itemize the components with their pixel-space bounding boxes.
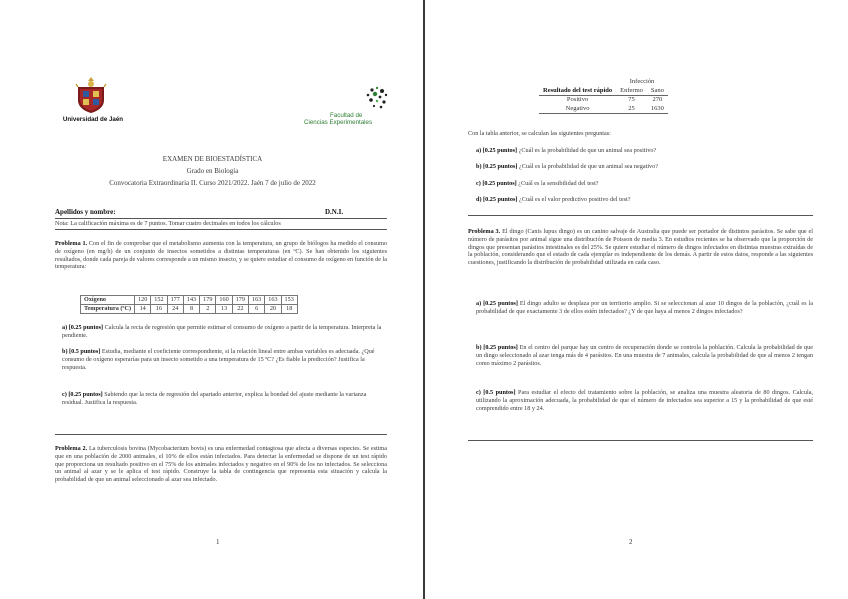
table-column-header: Sano xyxy=(647,87,668,96)
contingency-table xyxy=(539,78,668,114)
question-text: ¿Cuál es el valor predictivo positivo del test? xyxy=(518,196,631,203)
problem-1-question-a xyxy=(62,324,387,340)
table-header-row xyxy=(539,78,668,87)
table-group-header: Infección xyxy=(629,78,655,85)
question-label: b) [0.5 puntos] xyxy=(62,348,101,355)
problem-3-question-a xyxy=(476,300,813,332)
question-text: Estudia, mediante el coeficiente correspondiente, si la relación lineal entre ambas variables es adecuada. ¿Qué consumo de oxígeno esperarías para un insecto sometido a una temperatura de 15 ºC? ¿Es fiable la predicción? Justifica la respuesta. xyxy=(62,348,375,371)
table-row-label: Negativo xyxy=(539,105,616,114)
table-row xyxy=(81,305,298,314)
table-cell: 152 xyxy=(151,296,167,305)
table-cell: 163 xyxy=(248,296,264,305)
grading-note: Nota: La calificación máxima es de 7 puntos. Tomar cuatro decimales en todos los cálculos xyxy=(55,220,281,227)
page-divider xyxy=(423,0,425,599)
question-label: b) [0.25 puntos] xyxy=(476,163,518,170)
exam-page-1 xyxy=(0,0,423,599)
problem-3-question-b xyxy=(476,344,813,376)
problem-2-text: La tuberculosis bovina (Mycobacterium bovis) es una enfermedad contagiosa que afecta a diversas especies. Se estima que en una población de 2000 animales, el 10% de ellos están infectados. Para detectar la enfermedad se dispone de un test rápido que proporciona un resultado positivo en el 75% de los animales infectados y negativo en el 90% de los no infectados. Se selecciona un animal al azar y se le aplica el test rápido. Construye la tabla de contingencia que representa esta situación y calcula la probabilidad de que un animal seleccionado al azar sea infectado. xyxy=(55,445,387,484)
problem-1-statement xyxy=(55,240,387,288)
table-cell: 25 xyxy=(616,105,647,114)
table-cell: 6 xyxy=(248,305,264,314)
table-header-row xyxy=(539,87,668,96)
table-cell: 14 xyxy=(135,305,151,314)
name-underline xyxy=(55,218,387,219)
exam-page-2 xyxy=(426,0,848,599)
problem-3-text: El dingo (Canis lupus dingo) es un canino salvaje de Australia que puede ser portador de distintos parásitos. Se sabe que el número de parásitos por animal sigue una distribución de Poisson de media 3. En estudios recientes se ha observado que la proporción de dingos que presentan parásitos intestinales es del 25%. Se quiere estudiar el número de dingos infectados en distintas muestras extraídas de la población, considerando que el estado de cada ejemplar es independiente de los demás. A partir de estos datos, responde a las siguientes cuestiones, justificando la distribución de probabilidad utilizada en cada caso. xyxy=(468,228,813,267)
table-cell: 75 xyxy=(628,96,635,103)
dni-label: D.N.I. xyxy=(325,208,344,216)
problem-3-question-c xyxy=(476,389,813,421)
exam-session: Convocatoria Extraordinaria II. Curso 2021/2022. Jaén 7 de julio de 2022 xyxy=(109,179,316,187)
table-cell: 13 xyxy=(216,305,232,314)
table-cell: 153 xyxy=(281,296,297,305)
question-b xyxy=(476,163,806,171)
problem-1-text: Con el fin de comprobar que el metabolismo aumenta con la temperatura, un grupo de biólogos ha medido el consumo de oxígeno (en mg/h) de un conjunto de insectos sometidos a distintas temperaturas (en ºC). Se han obtenido los siguientes resultados, donde cada pareja de valores corresponde a un mismo insecto, y se quiere estudiar el consumo de oxígeno en función de la temperatura: xyxy=(55,240,387,271)
question-label: d) [0.25 puntos] xyxy=(476,196,518,203)
question-label: a) [0.25 puntos] xyxy=(476,147,518,154)
problem-1-question-b xyxy=(62,348,387,380)
question-label: a) [0.25 puntos] xyxy=(476,300,518,307)
table-cell: 8 xyxy=(183,305,199,314)
problem-2-statement xyxy=(55,445,387,509)
problem-separator xyxy=(468,215,813,216)
table-cell: 20 xyxy=(265,305,281,314)
question-text: Sabiendo que la recta de regresión del apartado anterior, explica la bondad del ajuste mediante la varianza residual. Justifica la respuesta. xyxy=(62,391,367,406)
problem-1-question-c xyxy=(62,391,387,415)
problem-3-statement xyxy=(468,228,813,290)
table-cell: 143 xyxy=(183,296,199,305)
university-logo-caption: Universidad de Jaén xyxy=(62,116,124,123)
table-cell: 270 xyxy=(652,96,663,103)
table-cell: 160 xyxy=(216,296,232,305)
problem-1-heading: Problema 1. xyxy=(55,240,88,247)
university-seal-logo xyxy=(74,76,108,114)
table-cell: 177 xyxy=(167,296,183,305)
table-cell: 2 xyxy=(200,305,216,314)
question-text: En el centro del parque hay un centro de recuperación donde se controla la población. Calcula la probabilidad de que un dingo seleccionado al azar tenga más de 4 parásitos. En una muestra de 7 animales, calcula la probabilidad de que al menos 2 tengan como máximo 2 parásitos. xyxy=(476,344,813,367)
question-a xyxy=(476,147,806,155)
question-text: Calcula la recta de regresión que permite estimar el consumo de oxígeno a partir de la temperatura. Interpreta la pendiente. xyxy=(62,324,382,339)
question-label: c) [0.25 puntos] xyxy=(62,391,103,398)
table-row-label: Temperatura (ºC) xyxy=(81,305,135,314)
table-intro: Con la tabla anterior, se calculan las siguientes preguntas: xyxy=(468,130,611,137)
table-row xyxy=(539,96,668,105)
question-text: El dingo adulto se desplaza por un territorio amplio. Si se seleccionan al azar 10 dingos de la población, ¿cuál es la probabilidad de que exactamente 3 de ellos estén infectados? ¿Y de que haya al menos 2 dingos infectados? xyxy=(476,300,813,315)
table-column-header: Enfermo xyxy=(616,87,647,96)
question-text: ¿Cuál es la sensibilidad del test? xyxy=(518,180,599,187)
table-row xyxy=(81,296,298,305)
table-cell: 16 xyxy=(151,305,167,314)
problem-3-heading: Problema 3. xyxy=(468,228,501,235)
degree-name: Grado en Biología xyxy=(186,167,239,175)
table-cell: 179 xyxy=(232,296,248,305)
question-text: ¿Cuál es la probabilidad de que un animal sea negativo? xyxy=(518,163,658,170)
problem-separator xyxy=(55,434,387,435)
question-text: Para estudiar el efecto del tratamiento sobre la población, se analiza una muestra aleatoria de 80 dingos. Calcula, utilizando la aproximación adecuada, la probabilidad de que el número de infectados sea superior a 15 y la probabilidad de que esté comprendido entre 18 y 24. xyxy=(476,389,813,412)
question-label: c) [0.25 puntos] xyxy=(476,180,517,187)
question-label: b) [0.25 puntos] xyxy=(476,344,518,351)
faculty-logo-line1: Facultad de xyxy=(330,112,363,119)
table-cell: 179 xyxy=(200,296,216,305)
name-label: Apellidos y nombre: xyxy=(55,208,116,216)
page-number: 1 xyxy=(216,538,220,546)
table-cell: 120 xyxy=(135,296,151,305)
note-underline xyxy=(55,229,387,230)
table-row-header: Resultado del test rápido xyxy=(539,87,616,96)
question-label: c) [0.5 puntos] xyxy=(476,389,516,396)
table-cell: 24 xyxy=(167,305,183,314)
problem-2-heading: Problema 2. xyxy=(55,445,88,452)
question-label: a) [0.25 puntos] xyxy=(62,324,104,331)
table-cell: 163 xyxy=(265,296,281,305)
bottom-rule xyxy=(468,440,813,441)
question-d xyxy=(476,196,806,204)
question-text: ¿Cuál es la probabilidad de que un animal sea positivo? xyxy=(518,147,657,154)
page-number: 2 xyxy=(629,538,633,546)
faculty-dots-icon xyxy=(364,86,392,112)
table-cell: 18 xyxy=(281,305,297,314)
table-cell: 22 xyxy=(232,305,248,314)
table-cell: 1630 xyxy=(647,105,668,114)
table-row xyxy=(539,105,668,114)
table-row-label: Oxígeno xyxy=(81,296,135,305)
faculty-logo-line2: Ciencias Experimentales xyxy=(304,119,373,126)
table-row-label: Positivo xyxy=(566,96,589,103)
exam-title: EXAMEN DE BIOESTADÍSTICA xyxy=(162,155,263,163)
question-c xyxy=(476,180,806,188)
problem-1-data-table xyxy=(80,295,298,314)
